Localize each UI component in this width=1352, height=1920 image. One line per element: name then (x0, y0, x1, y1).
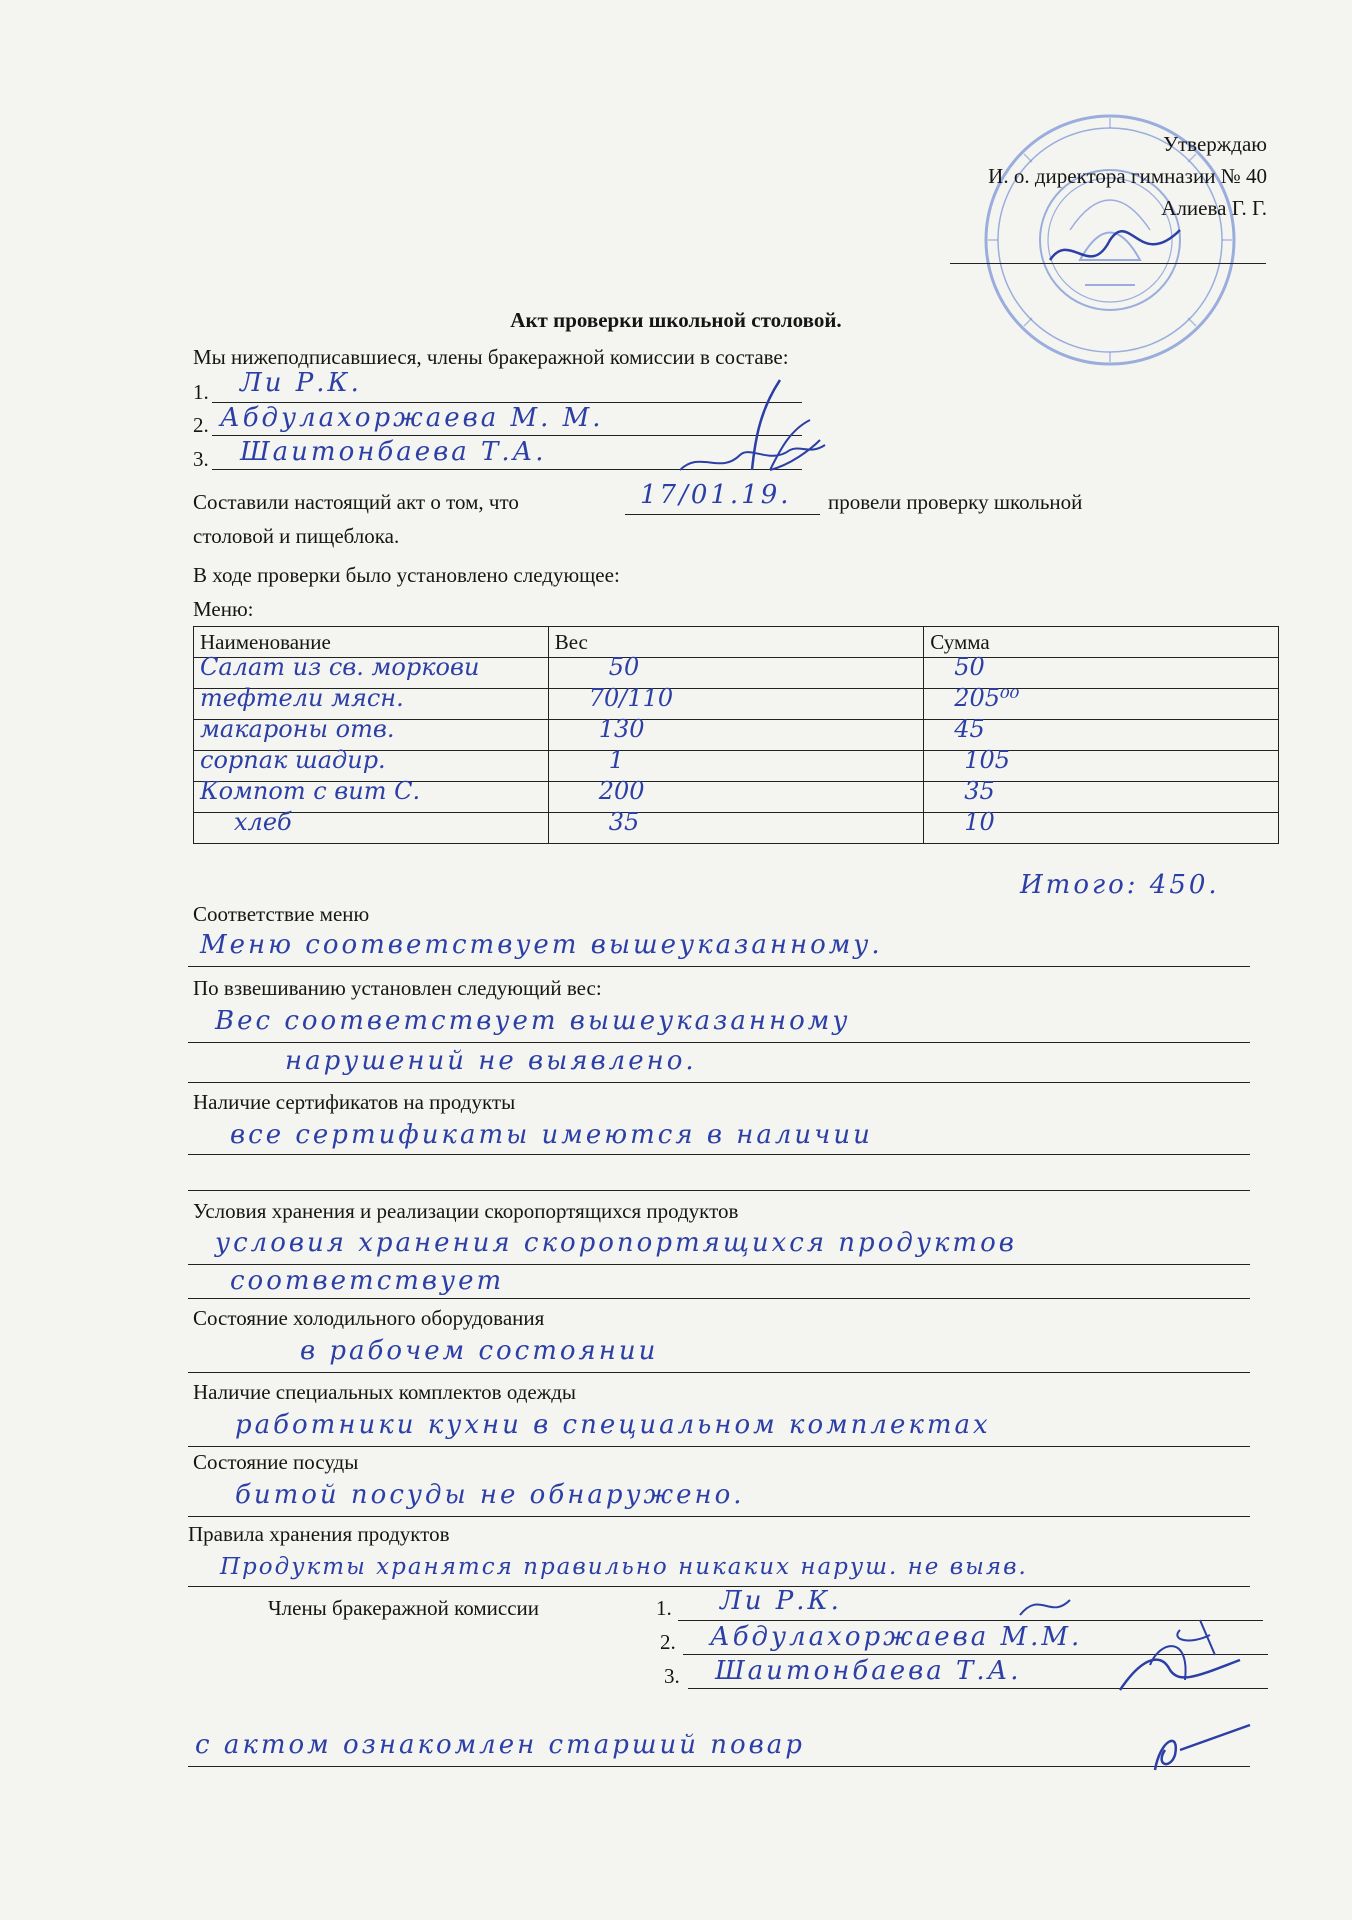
header-name: Наименование (194, 627, 549, 658)
row-weight: 50 (548, 658, 924, 689)
section-line (188, 1264, 1250, 1265)
member-1-number: 1. (193, 380, 209, 404)
section-menu-compliance-value: Меню соответствует вышеуказанному. (200, 930, 883, 960)
section-line (188, 1190, 1250, 1191)
row-name: хлеб (194, 813, 549, 844)
table-row (194, 813, 1279, 844)
table-row (194, 782, 1279, 813)
row-name: макароны отв. (194, 720, 549, 751)
row-weight: 70/110 (548, 689, 924, 720)
row-name: Салат из св. моркови (194, 658, 549, 689)
signature-2-name: Абдулахоржаева М.М. (710, 1622, 1083, 1652)
commission-label: Члены бракеражной комиссии (268, 1596, 539, 1620)
section-line (188, 1042, 1250, 1043)
section-storage-value-2: соответствует (230, 1266, 505, 1296)
director-position: И. о. директора гимназии № 40 (988, 164, 1267, 188)
approve-label: Утверждаю (1163, 132, 1267, 156)
member-2-name: Абдулахоржаева М. М. (220, 403, 604, 433)
menu-table (193, 626, 1279, 844)
row-sum: 105 (924, 751, 1279, 782)
row-weight: 200 (548, 782, 924, 813)
row-weight: 130 (548, 720, 924, 751)
member-1-name: Ли Р.К. (240, 368, 362, 398)
section-dishes-value: битой посуды не обнаружено. (235, 1480, 745, 1510)
section-storage-label: Условия хранения и реализации скоропортящихся продуктов (193, 1199, 739, 1223)
menu-total: Итого: 450. (1020, 870, 1220, 900)
row-sum: 35 (924, 782, 1279, 813)
row-weight: 35 (548, 813, 924, 844)
signature-3-name: Шаитонбаева Т.А. (715, 1656, 1022, 1686)
section-line (188, 1154, 1250, 1155)
section-certificates-value: все сертификаты имеются в наличии (230, 1120, 873, 1150)
signature-3-number: 3. (664, 1664, 680, 1688)
section-clothing-value: работники кухни в специальном комплектах (235, 1410, 991, 1440)
found-text: В ходе проверки было установлено следующее: (193, 563, 620, 587)
section-clothing-label: Наличие специальных комплектов одежды (193, 1380, 577, 1404)
intro-text: Мы нижеподписавшиеся, члены бракеражной комиссии в составе: (193, 345, 789, 369)
section-line (188, 966, 1250, 967)
section-rules-label: Правила хранения продуктов (188, 1522, 450, 1546)
row-sum: 50 (924, 658, 1279, 689)
section-fridge-value: в рабочем состоянии (300, 1336, 659, 1366)
header-sum: Сумма (924, 627, 1279, 658)
approval-block (988, 128, 1267, 224)
section-line (188, 1082, 1250, 1083)
footer-line (188, 1766, 1250, 1767)
header-weight: Вес (548, 627, 924, 658)
director-name: Алиева Г. Г. (1161, 196, 1267, 220)
section-line (188, 1372, 1250, 1373)
member-signatures-icon (660, 370, 840, 480)
member-2-number: 2. (193, 413, 209, 437)
row-name: сорпак шадир. (194, 751, 549, 782)
row-sum: 205⁰⁰ (924, 689, 1279, 720)
cook-signature-icon (1140, 1720, 1260, 1780)
member-3-name: Шаитонбаева Т.А. (240, 437, 547, 467)
section-rules-value: Продукты хранятся правильно никаких наруш. не выяв. (220, 1554, 1028, 1580)
section-storage-value-1: условия хранения скоропортящихся продуктов (215, 1228, 1017, 1258)
member-3-number: 3. (193, 447, 209, 471)
section-weight-value-2: нарушений не выявлено. (285, 1046, 697, 1076)
row-weight: 1 (548, 751, 924, 782)
act-suffix: провели проверку школьной (828, 490, 1083, 514)
section-fridge-label: Состояние холодильного оборудования (193, 1306, 545, 1330)
row-name: тефтели мясн. (194, 689, 549, 720)
row-sum: 10 (924, 813, 1279, 844)
section-line (188, 1446, 1250, 1447)
section-weight-label: По взвешиванию установлен следующий вес: (193, 976, 602, 1000)
section-dishes-label: Состояние посуды (193, 1450, 359, 1474)
row-sum: 45 (924, 720, 1279, 751)
signature-1-number: 1. (656, 1596, 672, 1620)
director-signature-line (950, 263, 1266, 264)
act-prefix: Составили настоящий акт о том, что (193, 490, 519, 514)
act-date: 17/01.19. (640, 480, 792, 510)
act-date-line (625, 514, 820, 515)
menu-label: Меню: (193, 597, 254, 621)
signature-2-number: 2. (660, 1630, 676, 1654)
section-weight-value-1: Вес соответствует вышеуказанному (215, 1006, 851, 1036)
footer-note: с актом ознакомлен старший повар (195, 1730, 805, 1760)
section-line (188, 1516, 1250, 1517)
section-menu-compliance-label: Соответствие меню (193, 902, 370, 926)
commission-signatures-icon (1010, 1580, 1250, 1700)
document-title: Акт проверки школьной столовой. (510, 308, 842, 332)
section-line (188, 1298, 1250, 1299)
signature-1-name: Ли Р.К. (720, 1586, 842, 1616)
section-certificates-label: Наличие сертификатов на продукты (193, 1090, 516, 1114)
act-line2: столовой и пищеблока. (193, 524, 400, 548)
row-name: Компот с вит С. (194, 782, 549, 813)
